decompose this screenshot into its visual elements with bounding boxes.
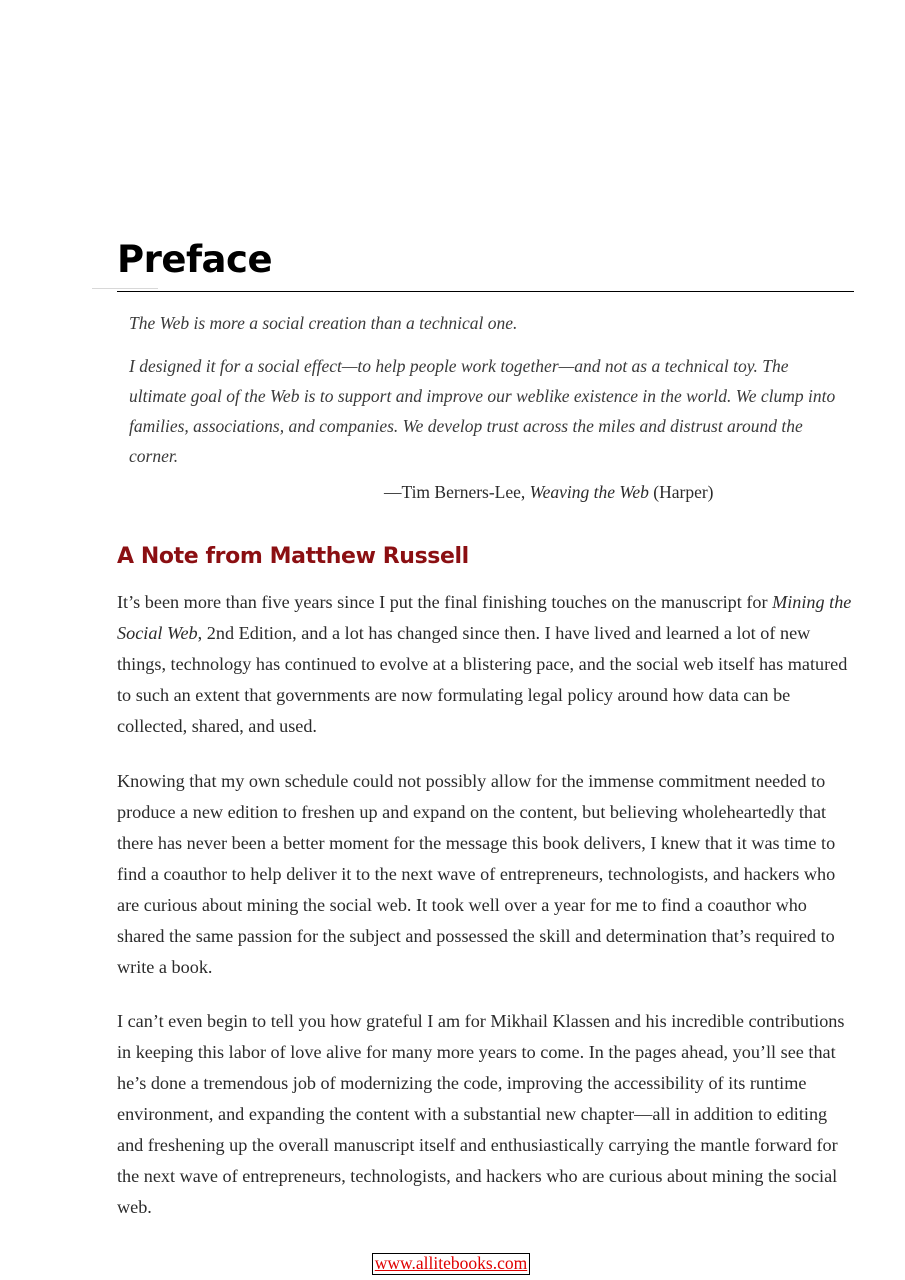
paragraph-1-text-end: , 2nd Edition, and a lot has changed since then. I have lived and learned a lot of new things, technology has continued to evolve at a blistering pace, and the social web itself has matured to such an extent that governments are now formulating legal policy around how data can be collected, shared, and used. — [117, 623, 848, 736]
body-paragraph-2: Knowing that my own schedule could not possibly allow for the immense commitment needed to produce a new edition to freshen up and expand on the content, but believing wholeheartedly that there has never been a better moment for the message this book delivers, I knew that it was time to find a coauthor to help deliver it to the next wave of entrepreneurs, technologists, and hackers who are curious about mining the social web. It took well over a year for me to find a coauthor who shared the same passion for the subject and possessed the skill and determination that’s required to write a book. — [117, 771, 836, 977]
book-title-reference: Mining the Social Web — [117, 592, 852, 643]
attribution-book-title: Weaving the Web — [529, 482, 649, 502]
paragraph-1-text-start: It’s been more than five years since I put the final finishing touches on the manuscript for — [117, 592, 773, 612]
epigraph — [129, 308, 844, 471]
body-paragraph-3: I can’t even begin to tell you how grateful I am for Mikhail Klassen and his incredible contributions in keeping this labor of love alive for many more years to come. In the pages ahead, you’ll see that he’s done a tremendous job of modernizing the code, improving the accessibility of its runtime environment, and expanding the content with a substantial new chapter—all in addition to editing and freshening up the overall manuscript itself and enthusiastically carrying the mantle forward for the next wave of entrepreneurs, technologists, and hackers who are curious about mining the social web. — [117, 1011, 845, 1217]
chapter-title: Preface — [117, 238, 273, 281]
epigraph-line: The Web is more a social creation than a technical one. — [129, 313, 518, 333]
epigraph-quote: I designed it for a social effect—to help people work together—and not as a technical toy. The ultimate goal of the Web is to support and improve our weblike existence in the world. We clump into families, associations, and companies. We develop trust across the miles and distrust around the corner. — [129, 356, 836, 466]
title-rule-shadow — [92, 288, 158, 289]
body-paragraph-1 — [117, 587, 857, 742]
title-rule — [117, 291, 854, 292]
section-heading: A Note from Matthew Russell — [117, 544, 469, 569]
attribution-author: —Tim Berners-Lee, — [384, 482, 530, 502]
attribution-publisher: (Harper) — [648, 482, 714, 502]
footer-website-link[interactable]: www.allitebooks.com — [372, 1253, 530, 1275]
epigraph-attribution — [384, 477, 714, 507]
